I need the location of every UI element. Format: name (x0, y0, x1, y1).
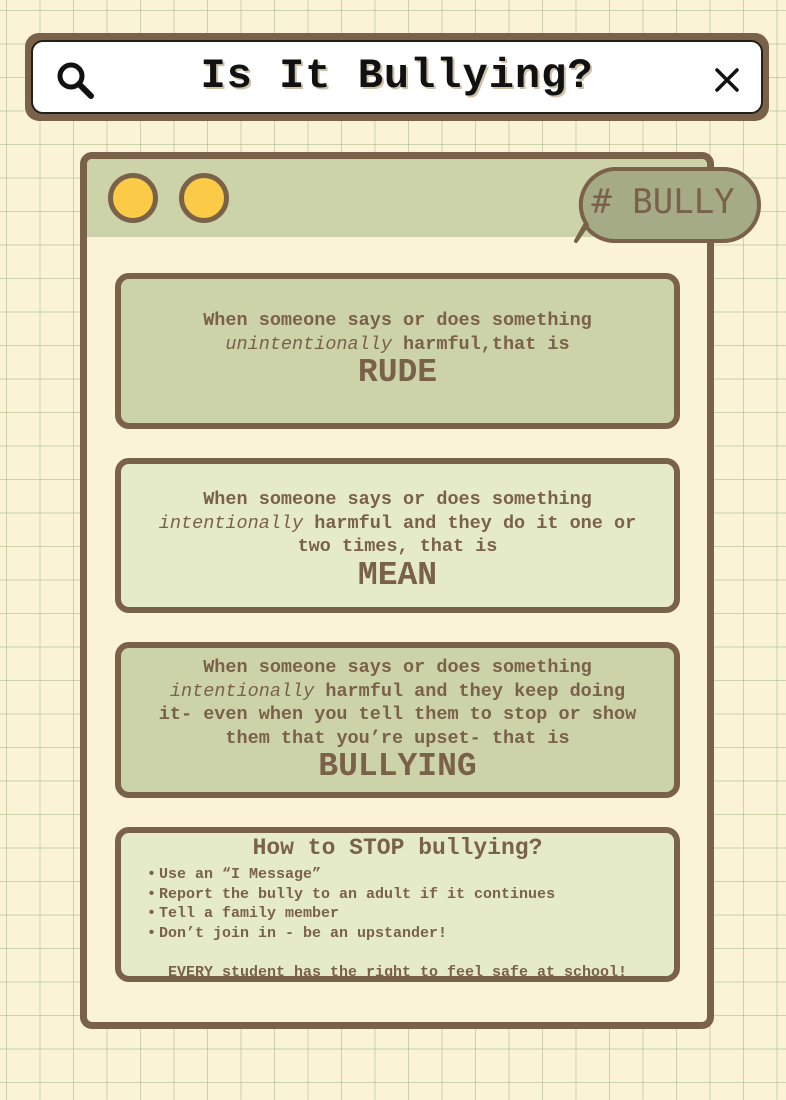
bullying-emphasis: intentionally (169, 680, 315, 702)
page-title: Is It Bullying? (200, 52, 594, 100)
search-box[interactable] (31, 40, 763, 114)
stop-title: How to STOP bullying? (252, 835, 543, 861)
rude-term: RUDE (357, 354, 438, 391)
list-item: • Don’t join in - be an upstander! (147, 924, 555, 944)
rude-emphasis: unintentionally (225, 333, 392, 355)
hashtag-label: # BULLY (591, 182, 735, 222)
rude-card (115, 273, 680, 429)
bullying-line-2-rest: harmful and they keep doing (314, 680, 626, 702)
mean-line-3: two times, that is (297, 536, 498, 557)
bullying-description (121, 656, 674, 750)
close-icon[interactable] (713, 66, 741, 94)
yellow-dot-icon (108, 173, 158, 223)
bullying-line-3: it- even when you tell them to stop or show (158, 704, 637, 725)
mean-line-2-rest: harmful and they do it one or (303, 512, 637, 534)
rude-line-2-rest: harmful,that is (391, 333, 570, 355)
hashtag-bubble (573, 165, 765, 245)
list-item: • Report the bully to an adult if it continues (147, 885, 555, 905)
bullying-line-2 (135, 680, 660, 704)
rude-line-2 (135, 333, 660, 357)
mean-description (121, 488, 674, 559)
bullying-card (115, 642, 680, 798)
mean-term: MEAN (357, 556, 438, 594)
stop-tips-list (147, 865, 555, 943)
stop-bullying-card (115, 827, 680, 982)
bullying-line-4: them that you’re upset- that is (225, 727, 570, 749)
mean-card (115, 458, 680, 613)
mean-emphasis: intentionally (158, 512, 304, 534)
list-item: • Tell a family member (147, 904, 555, 924)
bullying-term: BULLYING (318, 748, 477, 785)
stop-footer: EVERY student has the right to feel safe at school! (167, 964, 628, 981)
search-bar (25, 33, 769, 121)
mean-line-1: When someone says or does something (203, 489, 592, 510)
rude-line-1: When someone says or does something (203, 310, 592, 331)
mean-line-2 (135, 512, 660, 536)
list-item: • Use an “I Message” (147, 865, 555, 885)
yellow-dot-icon (179, 173, 229, 223)
rude-description (121, 309, 674, 356)
bullying-line-1: When someone says or does something (203, 657, 592, 678)
